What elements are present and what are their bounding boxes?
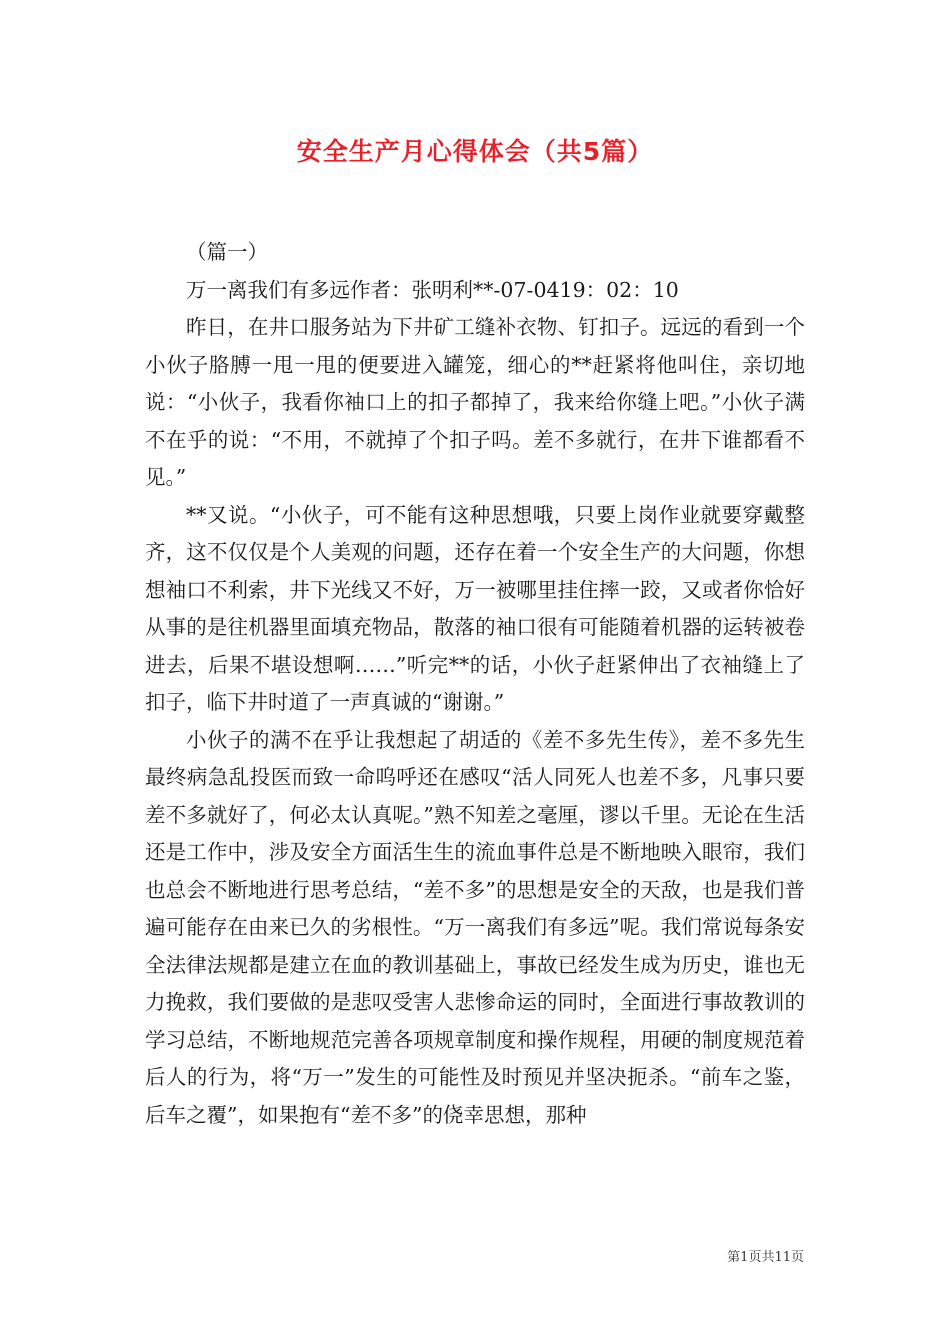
document-body — [145, 234, 805, 1134]
body-paragraph: **又说。“小伙子，可不能有这种思想哦，只要上岗作业就要穿戴整齐，这不仅仅是个人美观的问题，还存在着一个安全生产的大问题，你想想袖口不利索，井下光线又不好，万一被哪里挂住摔一跤，又或者你恰好从事的是往机器里面填充物品，散落的袖口很有可能随着机器的运转被卷进去，后果不堪设想啊……”听完**的话，小伙子赶紧伸出了衣袖缝上了扣子，临下井时道了一声真诚的“谢谢。” — [145, 502, 805, 714]
body-paragraph: 昨日，在井口服务站为下井矿工缝补衣物、钉扣子。远远的看到一个小伙子胳膊一甩一甩的便要进入罐笼，细心的**赶紧将他叫住，亲切地说：“小伙子，我看你袖口上的扣子都掉了，我来给你缝上吧。”小伙子满不在乎的说：“不用，不就掉了个扣子吗。差不多就行，在井下谁都看不见。” — [145, 315, 805, 489]
body-paragraph: 小伙子的满不在乎让我想起了胡适的《差不多先生传》，差不多先生最终病急乱投医而致一命呜呼还在感叹“活人同死人也差不多，凡事只要差不多就好了，何必太认真呢。”熟不知差之毫厘，谬以千里。无论在生活还是工作中，涉及安全方面活生生的流血事件总是不断地映入眼帘，我们也总会不断地进行思考总结，“差不多”的思想是安全的天敌，也是我们普遍可能存在由来已久的劣根性。“万一离我们有多远”呢。我们常说每条安全法律法规都是建立在血的教训基础上，事故已经发生成为历史，谁也无力挽救，我们要做的是悲叹受害人悲惨命运的同时，全面进行事故教训的学习总结，不断地规范完善各项规章制度和操作规程，用硬的制度规范着后人的行为，将“万一”发生的可能性及时预见并坚决扼杀。“前车之鉴，后车之覆”，如果抱有“差不多”的侥幸思想，那种 — [145, 727, 805, 1127]
article-byline: 万一离我们有多远作者：张明利**-07-0419：02：10 — [186, 277, 679, 302]
page-number-footer: 第1页共11页 — [727, 1250, 804, 1265]
document-title: 安全生产月心得体会（共5篇） — [296, 137, 654, 166]
section-heading: （篇一） — [186, 240, 268, 264]
